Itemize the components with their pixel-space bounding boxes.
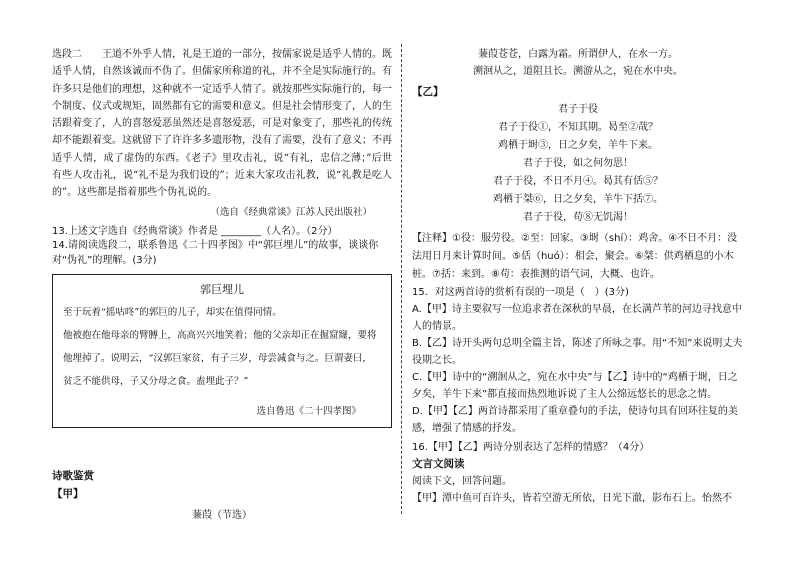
- option-c: C.【甲】诗中的“溯洄从之，宛在水中央”与【乙】诗中的“鸡栖于埘，日之夕矣，羊牛下来”都直接而热烈地诉说了主人公绵远悠长的思念之情。: [412, 372, 738, 400]
- passage-source: （选自《经典常谈》江苏人民出版社）: [210, 206, 372, 218]
- passage-two: 选段二 王道不外乎人情，礼是王道的一部分，按儒家说是适乎人情的。既适乎人情，自然该诚而不伪了。但儒家所称道的礼，并不全是实际施行的。有许多只是他们的理想，这种就不一定适乎人情了。就按那些实际施行的，每一个制度、仪式或规矩，固然都有它的需要和意义。但是社会情形变了，人的生活跟着变了，人的喜怒爱恶虽然还是喜怒爱恶，可是对象变了，那些礼的传统却不能跟着变。这就留下了许许多多遗形物，没有了需要，没有了意义；不再适乎人情，成了虚伪的东西。《老子》里攻击礼，说“有礼，忠信之薄；”后世有些人攻击礼，说“礼不是为我们设的”；近来大家攻击礼教，说“礼教是吃人的”。这些都是指着那些个伪礼说的。: [52, 49, 392, 199]
- guo-ju-box: [52, 274, 392, 427]
- classical-heading: 文言文阅读: [412, 458, 465, 470]
- yi-line-2: 鸡栖于埘③，日之夕矣，羊牛下来。: [498, 140, 658, 151]
- jia-line-1: 蒹葭苍苍，白露为霜。所谓伊人，在水一方。: [478, 49, 678, 60]
- left-column: [52, 46, 392, 524]
- yi-line-1: 君子于役①，不知其期。曷至②哉？: [498, 122, 658, 133]
- question-15: 15．对这两首诗的赏析有误的一项是（ ）(3分): [412, 287, 629, 298]
- jia-label: 【甲】: [52, 487, 84, 500]
- option-a: A.【甲】诗主要叙写一位追求者在深秋的早晨，在长满芦苇的河边寻找意中人的情景。: [412, 304, 742, 332]
- yi-line-3: 君子于役，如之何勿思！: [523, 158, 633, 169]
- poem-title-jianjia: 蒹葭（节选）: [192, 509, 252, 521]
- right-column: [412, 46, 744, 507]
- box-source: 选自鲁迅《二十四孝图》: [256, 406, 361, 418]
- box-paragraph-2: 他被抱在他母亲的臂膊上，高高兴兴地笑着；他的父亲却正在掘窟窿，要将他埋掉了。说明云，“汉郭巨家贫，有子三岁，母尝减食与之。巨谓妻曰，贫乏不能供母，子又分母之食。盍埋此子？”: [63, 330, 377, 388]
- option-d: D.【甲】【乙】两首诗都采用了重章叠句的手法，使诗句具有回环往复的美感，增强了情感的抒发。: [412, 406, 738, 434]
- instruction: 阅读下文，回答问题。: [412, 476, 512, 487]
- annotation-note: 【注释】①役：服劳役。②至：回家。③埘（shí）：鸡舍。④不日不月：没法用日月来计算时间。⑤佸（huó）：相会，聚会。⑥桀：供鸡栖息的小木桩。⑦括：来到。⑧苟：表推测的语气词，大概、也许。: [412, 233, 738, 280]
- yi-line-5: 鸡栖于桀⑥，日之夕矣，羊牛下括⑦。: [493, 194, 663, 205]
- section-heading-poetry: 诗歌鉴赏: [52, 469, 94, 482]
- question-14: 14.请阅读选段二，联系鲁迅《二十四孝图》中“郭巨埋儿”的故事，谈谈你对“伪礼”的理解。(3分): [52, 240, 379, 266]
- jia-line-2: 溯洄从之，道阻且长。溯游从之，宛在水中央。: [473, 66, 683, 77]
- box-paragraph-1: 至于玩着“摇咕咚”的郭巨的儿子，却实在值得同情。: [63, 307, 282, 319]
- column-divider: [401, 44, 402, 514]
- yi-title: 君子于役: [558, 104, 598, 115]
- yi-label: 【乙】: [412, 86, 444, 98]
- classical-text-line: 【甲】潭中鱼可百许头，皆若空游无所依，日光下澈，影布石上。怡然不: [412, 493, 732, 504]
- question-16: 16.【甲】【乙】两诗分别表达了怎样的情感？（4分）: [412, 442, 650, 453]
- yi-line-6: 君子于役，苟⑧无饥渴！: [523, 212, 633, 223]
- option-b: B.【乙】诗开头两句总明全篇主旨，陈述了所咏之事。用“不知”来说明丈夫役期之长。: [412, 338, 743, 366]
- box-title: 郭巨埋儿: [200, 283, 244, 297]
- question-13: 13.上述文字选自《经典常谈》作者是 ________（人名）。（2分）: [52, 225, 338, 237]
- yi-line-4: 君子于役，不日不月④。曷其有佸⑤？: [493, 176, 663, 187]
